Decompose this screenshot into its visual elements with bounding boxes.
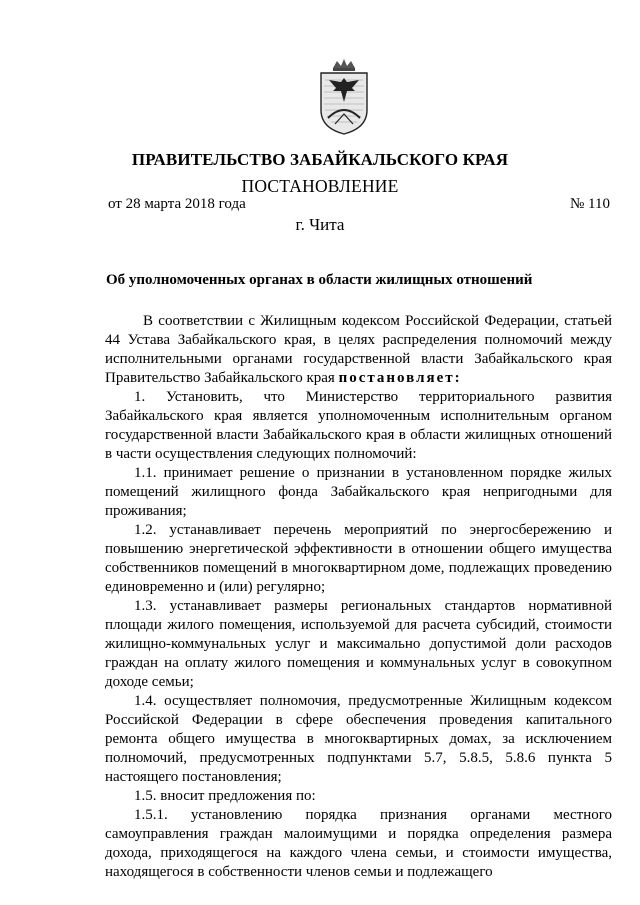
document-date: от 28 марта 2018 года [108,196,246,212]
preamble-resolves: постановляет: [338,370,462,386]
document-body [105,312,612,882]
item-1: 1. Установить, что Министерство территориального развития Забайкальского края является уполномоченным исполнительным органом государственной власти Забайкальского края в области жилищных отношений в части осуществления следующих полномочий: [105,389,612,462]
item-1-4: 1.4. осуществляет полномочия, предусмотренные Жилищным кодексом Российской Федерации в сфере обеспечения проведения капитального ремонта общего имущества в многоквартирных домах, за исключением полномочий, предусмотренных подпунктами 5.7, 5.8.5, 5.8.6 пункта 5 настоящего постановления; [105,693,612,785]
item-1-5-1: 1.5.1. установлению порядка признания органами местного самоуправления граждан малоимущими и порядка определения размера дохода, приходящегося на каждого члена семьи, и стоимости имущества, находящегося в собственности членов семьи и подлежащего [105,807,612,880]
item-1-1: 1.1. принимает решение о признании в установленном порядке жилых помещений жилищного фонда Забайкальского края непригодными для проживания; [105,465,612,519]
document-number: № 110 [569,196,610,212]
coat-of-arms-icon [319,58,369,136]
item-1-5: 1.5. вносит предложения по: [134,788,316,804]
preamble-paragraph [105,312,612,388]
document-type: ПОСТАНОВЛЕНИЕ [241,176,399,196]
organization-title: ПРАВИТЕЛЬСТВО ЗАБАЙКАЛЬСКОГО КРАЯ [131,150,509,169]
document-subject: Об уполномоченных органах в области жилищных отношений [106,272,533,288]
item-1-3: 1.3. устанавливает размеры региональных стандартов нормативной площади жилого помещения, используемой для расчета субсидий, стоимости жилищно-коммунальных услуг и максимально допустимой доли расходов граждан на оплату жилого помещения и коммунальных услуг в совокупном доходе семьи; [105,598,612,690]
preamble-text: В соответствии с Жилищным кодексом Российской Федерации, статьей 44 Устава Забайкальского края, в целях распределения полномочий между исполнительными органами государственной власти Забайкальского края Правительство Забайкальского края [105,313,612,386]
item-1-2: 1.2. устанавливает перечень мероприятий по энергосбережению и повышению энергетической эффективности в отношении общего имущества собственников помещений в многоквартирном доме, подлежащих проведению единовременно и (или) регулярно; [105,522,612,595]
document-city: г. Чита [295,215,345,234]
